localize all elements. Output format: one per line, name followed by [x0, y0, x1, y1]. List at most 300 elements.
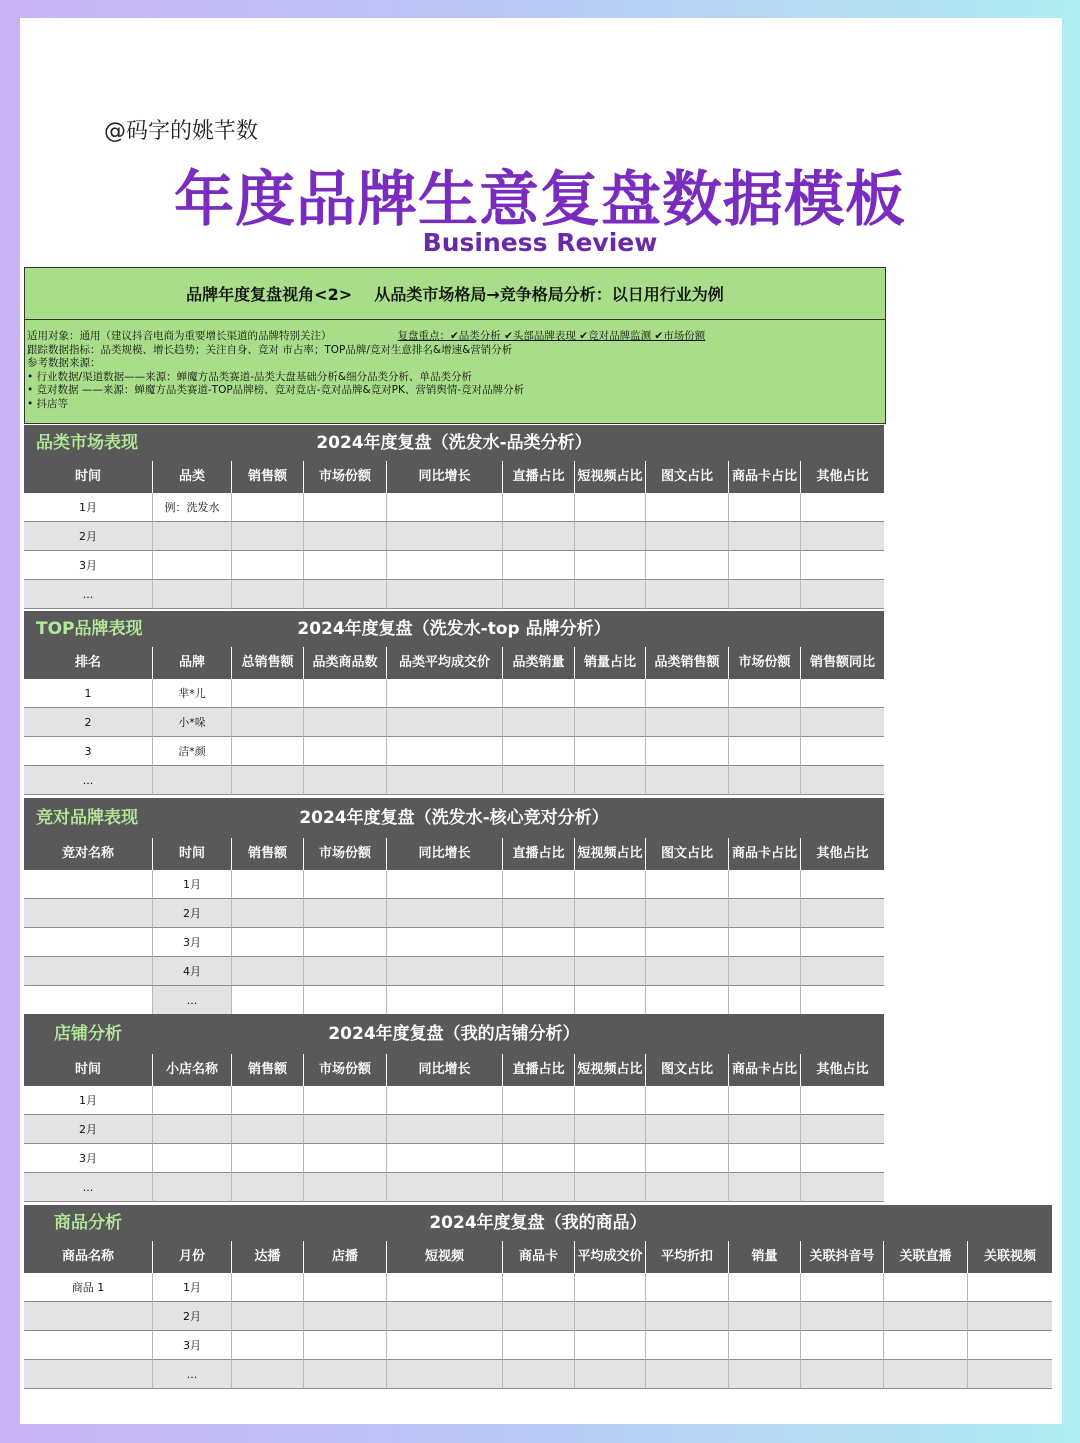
table-cell[interactable]: 2	[24, 708, 153, 737]
info-sources-label: 参考数据来源：	[27, 357, 101, 370]
table-cell[interactable]	[232, 1173, 304, 1202]
table-cell[interactable]	[729, 1173, 801, 1202]
table-cell[interactable]	[153, 1144, 232, 1173]
table-cell[interactable]	[968, 1273, 1052, 1302]
table-cell[interactable]	[232, 766, 304, 795]
table-cell[interactable]	[304, 708, 387, 737]
table-cell[interactable]	[503, 708, 575, 737]
table-cell[interactable]: ...	[24, 1173, 153, 1202]
table-cell[interactable]	[503, 1086, 575, 1115]
table-cell[interactable]: ...	[24, 580, 153, 609]
table-cell[interactable]	[304, 957, 387, 986]
table-cell[interactable]	[801, 493, 884, 522]
table-cell[interactable]	[503, 522, 575, 551]
table-cell[interactable]	[503, 928, 575, 957]
table-cell[interactable]	[24, 870, 153, 899]
table-cell[interactable]	[575, 493, 646, 522]
table-cell[interactable]	[646, 493, 729, 522]
table-cell[interactable]	[304, 986, 387, 1015]
table-cell[interactable]	[24, 1360, 153, 1389]
table-cell[interactable]	[503, 580, 575, 609]
column-header: 销售额	[232, 838, 304, 870]
table-cell[interactable]	[387, 580, 503, 609]
table-cell[interactable]: 2月	[24, 1115, 153, 1144]
table-cell[interactable]	[801, 522, 884, 551]
table-cell[interactable]	[801, 899, 884, 928]
section-label: 商品分析	[54, 1213, 122, 1233]
table-cell[interactable]: 洁*颜	[153, 737, 232, 766]
header-banner-text: 品牌年度复盘视角<2> 从品类市场格局→竞争格局分析：以日用行业为例	[186, 285, 724, 304]
table-cell[interactable]	[387, 986, 503, 1015]
section-heading: 2024年度复盘（洗发水-top 品牌分析）	[297, 619, 611, 639]
table-cell[interactable]	[729, 1086, 801, 1115]
info-target: 适用对象：通用（建议抖音电商为重要增长渠道的品牌特别关注）	[27, 330, 332, 342]
table-cell[interactable]	[387, 679, 503, 708]
table-cell[interactable]: ...	[153, 986, 232, 1015]
table-row	[24, 957, 884, 986]
table-cell[interactable]	[153, 551, 232, 580]
table-cell[interactable]: 1月	[24, 1086, 153, 1115]
table-cell[interactable]	[232, 1302, 304, 1331]
table-cell[interactable]	[304, 679, 387, 708]
table-cell[interactable]	[575, 766, 646, 795]
column-header: 时间	[24, 1054, 153, 1086]
section-product	[24, 1205, 1052, 1389]
table-cell[interactable]	[575, 551, 646, 580]
column-header: 品类销售额	[646, 647, 729, 679]
table-cell[interactable]	[503, 1360, 575, 1389]
table-cell[interactable]	[503, 870, 575, 899]
header-banner	[24, 267, 886, 320]
table-cell[interactable]	[575, 522, 646, 551]
table-cell[interactable]	[387, 522, 503, 551]
table-cell[interactable]	[232, 1115, 304, 1144]
table-cell[interactable]	[729, 1331, 801, 1360]
table-cell[interactable]	[729, 928, 801, 957]
table-cell[interactable]	[153, 522, 232, 551]
table-cell[interactable]	[232, 986, 304, 1015]
section-competitor	[24, 798, 884, 1015]
table-cell[interactable]	[304, 1302, 387, 1331]
table-cell[interactable]	[801, 957, 884, 986]
table-cell[interactable]	[646, 737, 729, 766]
table-cell[interactable]	[968, 1360, 1052, 1389]
table-row	[24, 766, 884, 795]
section-category	[24, 425, 884, 609]
table-cell[interactable]	[387, 493, 503, 522]
table-cell[interactable]	[575, 1115, 646, 1144]
column-header: 其他占比	[816, 469, 869, 484]
table-cell[interactable]	[387, 957, 503, 986]
column-header: 市场份额	[304, 838, 387, 870]
table-cell[interactable]	[801, 1144, 884, 1173]
table-cell[interactable]	[387, 870, 503, 899]
table-cell[interactable]: 3	[24, 737, 153, 766]
section-store	[24, 1014, 884, 1202]
info-focus: 复盘重点：✔品类分析 ✔头部品牌表现 ✔竞对品牌监测 ✔市场份额	[397, 330, 706, 342]
table-cell[interactable]	[646, 1086, 729, 1115]
table-cell[interactable]	[387, 737, 503, 766]
table-cell[interactable]	[968, 1302, 1052, 1331]
table-cell[interactable]	[387, 1302, 503, 1331]
table-row	[24, 1331, 1052, 1360]
table-cell[interactable]	[575, 1360, 646, 1389]
table-cell[interactable]	[801, 1331, 884, 1360]
table-cell[interactable]	[729, 986, 801, 1015]
column-header: 商品名称	[24, 1241, 153, 1273]
table-cell[interactable]	[729, 899, 801, 928]
column-header: 销售额	[232, 1054, 304, 1086]
column-header: 其他占比	[816, 1062, 869, 1077]
column-header: 平均成交价	[575, 1241, 646, 1273]
table-cell[interactable]: 2月	[153, 1302, 232, 1331]
table-cell[interactable]	[646, 1115, 729, 1144]
table-cell[interactable]	[801, 1302, 884, 1331]
table-cell[interactable]	[729, 737, 801, 766]
table-cell[interactable]	[387, 1115, 503, 1144]
table-cell[interactable]	[801, 870, 884, 899]
table-cell[interactable]	[729, 522, 801, 551]
column-header: 品类平均成交价	[387, 647, 503, 679]
table-cell[interactable]	[304, 928, 387, 957]
table-cell[interactable]	[232, 1273, 304, 1302]
table-cell[interactable]: 小*哚	[153, 708, 232, 737]
table-cell[interactable]	[884, 1360, 968, 1389]
section-heading: 2024年度复盘（我的店铺分析）	[328, 1024, 580, 1044]
table-cell[interactable]	[24, 957, 153, 986]
table-cell[interactable]	[503, 766, 575, 795]
column-header: 平均折扣	[646, 1241, 729, 1273]
table-row	[24, 580, 884, 609]
table-cell[interactable]	[503, 493, 575, 522]
table-cell[interactable]	[646, 1173, 729, 1202]
table-cell[interactable]	[304, 1331, 387, 1360]
table-cell[interactable]	[729, 1144, 801, 1173]
column-header: 品类	[153, 461, 232, 493]
table-cell[interactable]	[232, 1360, 304, 1389]
info-panel	[24, 320, 886, 424]
table-cell[interactable]	[729, 1273, 801, 1302]
column-header: 市场份额	[729, 647, 801, 679]
table-cell[interactable]	[387, 1173, 503, 1202]
table-cell[interactable]: 1月	[153, 1273, 232, 1302]
table-row	[24, 1144, 884, 1173]
table-cell[interactable]	[801, 580, 884, 609]
table-cell[interactable]	[153, 1115, 232, 1144]
table-cell[interactable]	[304, 522, 387, 551]
column-header: 时间	[153, 838, 232, 870]
table-cell[interactable]	[153, 766, 232, 795]
table-cell[interactable]	[801, 1086, 884, 1115]
table-cell[interactable]	[575, 1331, 646, 1360]
column-header: 图文占比	[646, 838, 729, 870]
column-header: 商品卡占比	[729, 461, 801, 493]
column-header: 商品卡占比	[729, 1054, 801, 1086]
table-cell[interactable]	[387, 899, 503, 928]
table-cell[interactable]	[503, 679, 575, 708]
table-cell[interactable]	[503, 551, 575, 580]
table-cell[interactable]	[232, 708, 304, 737]
table-cell[interactable]	[232, 679, 304, 708]
table-cell[interactable]: ...	[24, 766, 153, 795]
table-cell[interactable]	[503, 737, 575, 766]
column-header: 商品卡占比	[729, 838, 801, 870]
table-header-row	[24, 461, 884, 493]
table-cell[interactable]	[304, 493, 387, 522]
section-heading: 2024年度复盘（洗发水-品类分析）	[316, 433, 592, 453]
table-cell[interactable]	[646, 551, 729, 580]
table-cell[interactable]	[387, 1360, 503, 1389]
table-cell[interactable]	[232, 899, 304, 928]
table-cell[interactable]	[232, 580, 304, 609]
table-cell[interactable]	[801, 766, 884, 795]
table-cell[interactable]	[232, 1144, 304, 1173]
table-cell[interactable]: 例：洗发水	[153, 493, 232, 522]
table-cell[interactable]	[729, 708, 801, 737]
table-cell[interactable]	[884, 1273, 968, 1302]
table-cell[interactable]	[575, 928, 646, 957]
table-cell[interactable]	[232, 522, 304, 551]
table-cell[interactable]	[387, 708, 503, 737]
table-cell[interactable]	[575, 870, 646, 899]
table-cell[interactable]	[304, 580, 387, 609]
table-cell[interactable]	[801, 708, 884, 737]
table-cell[interactable]	[387, 1144, 503, 1173]
table-cell[interactable]	[232, 1086, 304, 1115]
table-cell[interactable]	[646, 986, 729, 1015]
table-cell[interactable]	[575, 986, 646, 1015]
table-cell[interactable]	[575, 679, 646, 708]
table-cell[interactable]	[387, 1331, 503, 1360]
table-cell[interactable]	[646, 580, 729, 609]
column-header: 直播占比	[503, 1054, 575, 1086]
column-header: 图文占比	[646, 1054, 729, 1086]
table-cell[interactable]	[575, 1273, 646, 1302]
table-cell[interactable]: 芈*儿	[153, 679, 232, 708]
table-cell[interactable]	[304, 1086, 387, 1115]
table-cell[interactable]	[729, 766, 801, 795]
column-header: 市场份额	[304, 1054, 387, 1086]
table-cell[interactable]	[575, 957, 646, 986]
info-source-store: • 抖店等	[27, 397, 69, 410]
column-header: 销量占比	[575, 647, 646, 679]
column-header: 市场份额	[304, 461, 387, 493]
table-cell[interactable]	[24, 1331, 153, 1360]
table-header-row	[24, 1241, 1052, 1273]
column-header: 商品卡	[503, 1241, 575, 1273]
table-cell[interactable]	[646, 1144, 729, 1173]
table-cell[interactable]	[646, 708, 729, 737]
table-row	[24, 522, 884, 551]
table-row	[24, 737, 884, 766]
table-cell[interactable]	[24, 1302, 153, 1331]
table-cell[interactable]	[575, 899, 646, 928]
section-heading: 2024年度复盘（洗发水-核心竞对分析）	[299, 808, 609, 828]
table-cell[interactable]	[387, 766, 503, 795]
column-header: 销量	[729, 1241, 801, 1273]
info-source-industry: • 行业数据/渠道数据——来源：蝉魔方品类赛道-品类大盘基础分析&细分品类分析、单品类分析	[27, 370, 473, 383]
column-header: 同比增长	[387, 1054, 503, 1086]
info-source-competitor: • 竞对数据 ——来源：蝉魔方品类赛道-TOP品牌榜、竞对竞店-竞对品牌&竞对PK、营销舆情-竞对品牌分析	[27, 384, 525, 397]
table-cell[interactable]	[729, 493, 801, 522]
table-cell[interactable]	[646, 1302, 729, 1331]
table-cell[interactable]	[729, 1360, 801, 1389]
table-cell[interactable]	[153, 580, 232, 609]
info-line-1	[27, 330, 883, 344]
column-header: 关联抖音号	[801, 1241, 884, 1273]
section-heading: 2024年度复盘（我的商品）	[429, 1213, 647, 1233]
table-cell[interactable]	[729, 580, 801, 609]
column-header: 竞对名称	[24, 838, 153, 870]
table-cell[interactable]	[503, 986, 575, 1015]
table-cell[interactable]	[575, 580, 646, 609]
table-cell[interactable]: 2月	[153, 899, 232, 928]
table-row	[24, 1302, 1052, 1331]
table-cell[interactable]	[232, 957, 304, 986]
table-cell[interactable]	[801, 1273, 884, 1302]
table-cell[interactable]: ...	[153, 1360, 232, 1389]
section-title-row	[24, 1205, 1052, 1241]
column-header: 月份	[153, 1241, 232, 1273]
table-cell[interactable]	[304, 1115, 387, 1144]
table-cell[interactable]	[387, 1273, 503, 1302]
table-cell[interactable]	[503, 1331, 575, 1360]
column-header: 达播	[232, 1241, 304, 1273]
table-row	[24, 986, 884, 1015]
table-cell[interactable]	[575, 1302, 646, 1331]
table-cell[interactable]	[153, 1173, 232, 1202]
table-cell[interactable]	[304, 551, 387, 580]
table-cell[interactable]	[387, 551, 503, 580]
table-cell[interactable]	[232, 551, 304, 580]
table-cell[interactable]	[304, 766, 387, 795]
column-header: 关联直播	[884, 1241, 968, 1273]
table-cell[interactable]	[646, 899, 729, 928]
table-cell[interactable]	[646, 1331, 729, 1360]
table-cell[interactable]	[503, 899, 575, 928]
table-cell[interactable]	[646, 522, 729, 551]
column-header: 短视频	[387, 1241, 503, 1273]
table-cell[interactable]	[503, 1273, 575, 1302]
table-cell[interactable]: 3月	[24, 551, 153, 580]
column-header: 关联视频	[983, 1249, 1036, 1264]
table-cell[interactable]	[884, 1331, 968, 1360]
column-header: 销售额同比	[809, 655, 875, 670]
table-row	[24, 1115, 884, 1144]
table-cell[interactable]	[646, 1273, 729, 1302]
table-cell[interactable]	[24, 899, 153, 928]
table-cell[interactable]	[801, 679, 884, 708]
table-cell[interactable]: 3月	[24, 1144, 153, 1173]
section-top-brands	[24, 611, 884, 795]
table-cell[interactable]	[729, 551, 801, 580]
table-cell[interactable]	[304, 899, 387, 928]
table-cell[interactable]	[801, 1115, 884, 1144]
table-cell[interactable]	[304, 1173, 387, 1202]
table-row	[24, 493, 884, 522]
table-cell[interactable]	[801, 986, 884, 1015]
table-cell[interactable]	[232, 493, 304, 522]
table-cell[interactable]	[801, 1173, 884, 1202]
table-cell[interactable]	[304, 1144, 387, 1173]
section-title-row	[24, 1014, 884, 1054]
table-cell[interactable]	[232, 870, 304, 899]
table-cell[interactable]	[304, 870, 387, 899]
table-cell[interactable]	[646, 679, 729, 708]
table-cell[interactable]	[24, 928, 153, 957]
section-label: 品类市场表现	[36, 433, 138, 453]
table-cell[interactable]	[387, 1086, 503, 1115]
table-cell[interactable]	[646, 1360, 729, 1389]
table-cell[interactable]	[503, 1144, 575, 1173]
table-cell[interactable]	[503, 1115, 575, 1144]
column-header: 短视频占比	[575, 1054, 646, 1086]
table-cell[interactable]	[575, 737, 646, 766]
table-cell[interactable]: 1月	[24, 493, 153, 522]
table-row	[24, 708, 884, 737]
table-cell[interactable]	[968, 1331, 1052, 1360]
table-cell[interactable]	[24, 986, 153, 1015]
table-cell[interactable]	[801, 737, 884, 766]
author-handle: @码字的姚芊数	[104, 119, 259, 144]
table-cell[interactable]	[503, 957, 575, 986]
table-cell[interactable]: 1月	[153, 870, 232, 899]
table-cell[interactable]	[575, 1173, 646, 1202]
table-cell[interactable]	[801, 551, 884, 580]
table-cell[interactable]: 1	[24, 679, 153, 708]
table-cell[interactable]	[729, 679, 801, 708]
section-label: TOP品牌表现	[36, 619, 143, 639]
table-row	[24, 1173, 884, 1202]
table-cell[interactable]	[729, 1115, 801, 1144]
table-cell[interactable]	[503, 1302, 575, 1331]
table-cell[interactable]	[729, 1302, 801, 1331]
table-cell[interactable]	[729, 957, 801, 986]
table-cell[interactable]: 3月	[153, 1331, 232, 1360]
table-cell[interactable]	[304, 1360, 387, 1389]
table-cell[interactable]	[304, 737, 387, 766]
table-cell[interactable]	[503, 1173, 575, 1202]
table-cell[interactable]: 3月	[153, 928, 232, 957]
table-cell[interactable]	[575, 1144, 646, 1173]
table-cell[interactable]	[575, 708, 646, 737]
table-cell[interactable]	[575, 1086, 646, 1115]
section-title-row	[24, 611, 884, 647]
table-cell[interactable]	[884, 1302, 968, 1331]
table-cell[interactable]	[232, 928, 304, 957]
table-cell[interactable]: 2月	[24, 522, 153, 551]
table-cell[interactable]: 4月	[153, 957, 232, 986]
table-cell[interactable]	[729, 870, 801, 899]
table-cell[interactable]	[646, 870, 729, 899]
column-header: 销售额	[232, 461, 304, 493]
table-cell[interactable]	[801, 1360, 884, 1389]
column-header: 同比增长	[387, 838, 503, 870]
table-cell[interactable]	[153, 1086, 232, 1115]
table-cell[interactable]	[232, 737, 304, 766]
table-cell[interactable]	[387, 928, 503, 957]
table-cell[interactable]	[232, 1331, 304, 1360]
table-cell[interactable]	[646, 766, 729, 795]
table-cell[interactable]	[646, 957, 729, 986]
table-cell[interactable]: 商品 1	[24, 1273, 153, 1302]
table-cell[interactable]	[801, 928, 884, 957]
table-cell[interactable]	[646, 928, 729, 957]
table-row	[24, 551, 884, 580]
page-title: 年度品牌生意复盘数据模板	[174, 165, 906, 235]
table-cell[interactable]	[304, 1273, 387, 1302]
column-header: 总销售额	[232, 647, 304, 679]
